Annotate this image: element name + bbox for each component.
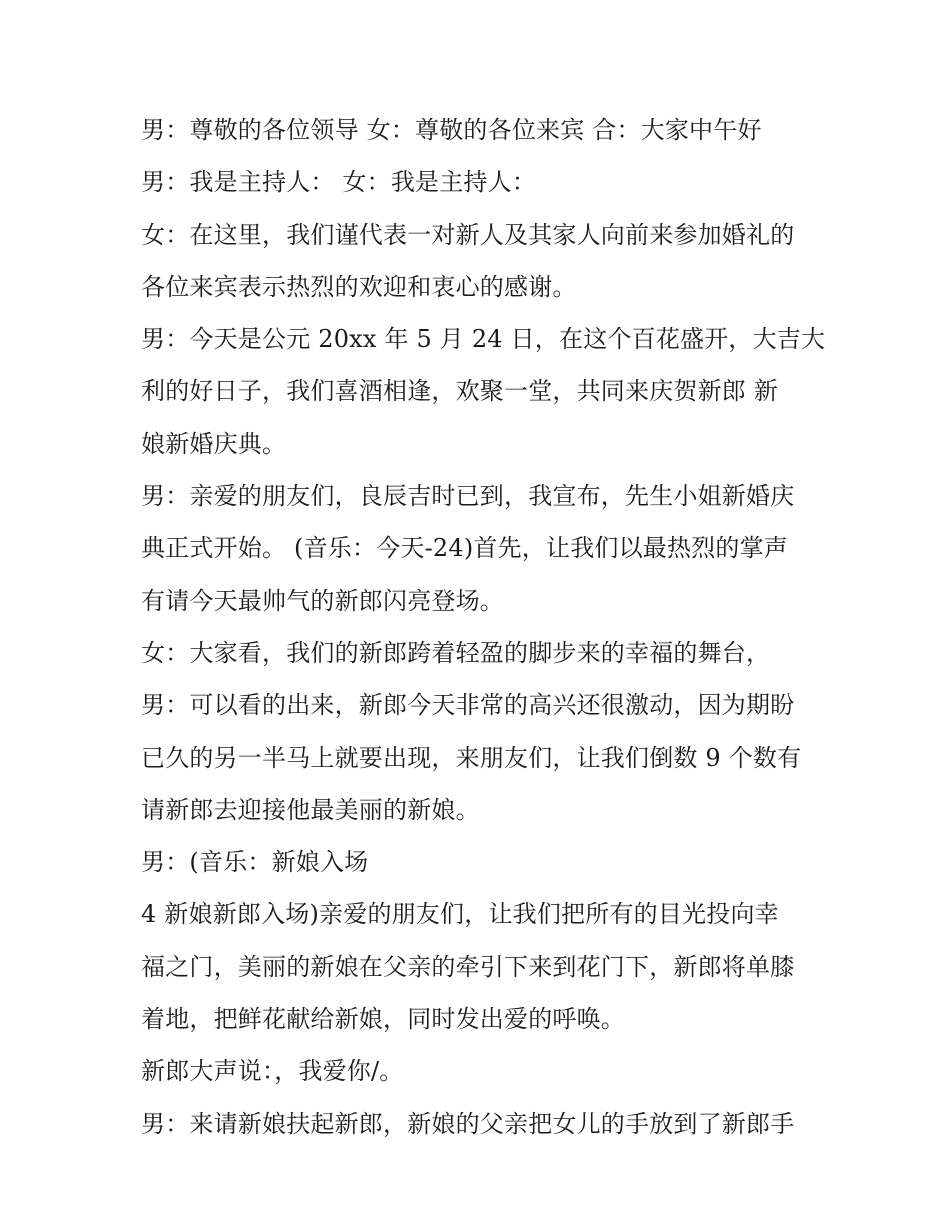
text-line: 男：亲爱的朋友们，良辰吉时已到，我宣布，先生小姐新婚庆	[141, 482, 795, 511]
text-line: 各位来宾表示热烈的欢迎和衷心的感谢。	[141, 272, 577, 301]
text-line: 已久的另一半马上就要出现，来朋友们，让我们倒数 9 个数有	[141, 743, 802, 772]
text-line: 有请今天最帅气的新郎闪亮登场。	[141, 586, 504, 615]
text-line: 男：我是主持人： 女：我是主持人：	[141, 168, 537, 197]
text-line: 女：大家看，我们的新郎跨着轻盈的脚步来的幸福的舞台，	[141, 638, 771, 667]
text-line: 男：尊敬的各位领导 女：尊敬的各位来宾 合：大家中午好	[141, 116, 762, 144]
text-line: 男：可以看的出来，新郎今天非常的高兴还很激动，因为期盼	[141, 691, 795, 720]
text-line: 男：(音乐：新娘入场	[141, 848, 369, 877]
text-line: 利的好日子，我们喜酒相逢，欢聚一堂，共同来庆贺新郎 新	[141, 377, 779, 406]
text-line: 福之门，美丽的新娘在父亲的牵引下来到花门下，新郎将单膝	[141, 952, 795, 981]
text-line: 新郎大声说：，我爱你/。	[141, 1057, 404, 1086]
text-line: 典正式开始。 (音乐：今天-24)首先，让我们以最热烈的掌声	[141, 534, 789, 563]
document-body	[141, 104, 826, 1150]
text-line: 男：今天是公元 20xx 年 5 月 24 日，在这个百花盛开，大吉大	[141, 325, 826, 354]
text-line: 男：来请新娘扶起新郎，新娘的父亲把女儿的手放到了新郎手	[141, 1109, 795, 1138]
text-line: 请新郎去迎接他最美丽的新娘。	[141, 795, 480, 824]
text-line: 女：在这里，我们谨代表一对新人及其家人向前来参加婚礼的	[141, 220, 795, 249]
text-line: 娘新婚庆典。	[141, 429, 287, 458]
text-line: 着地，把鲜花献给新娘，同时发出爱的呼唤。	[141, 1005, 625, 1034]
text-line: 4 新娘新郎入场)亲爱的朋友们，让我们把所有的目光投向幸	[141, 900, 779, 929]
